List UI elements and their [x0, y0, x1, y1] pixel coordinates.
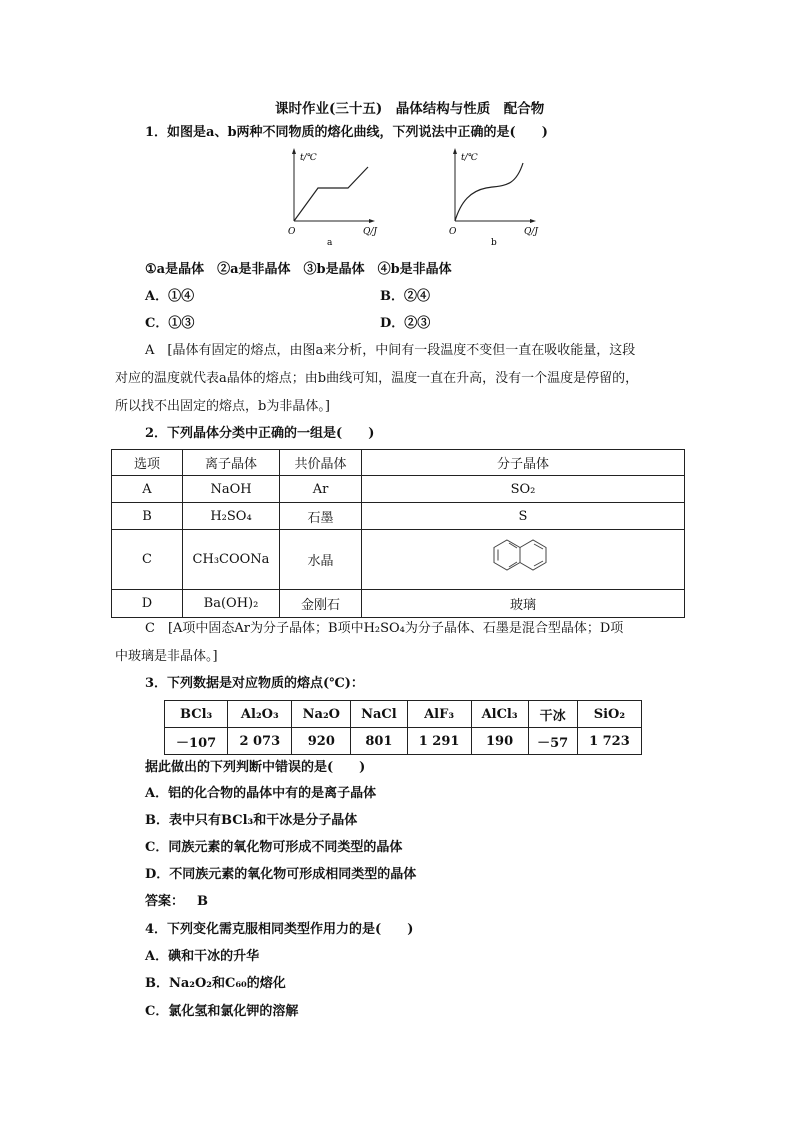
q3-stem: 3．下列数据是对应物质的熔点(℃)： [145, 676, 364, 691]
value-nacl: 801 [351, 728, 407, 755]
graph-b-caption: b [491, 238, 497, 248]
graph-a-origin: O [288, 227, 296, 237]
q4-option-c: C．氯化氢和氯化钾的溶解 [145, 1004, 299, 1019]
header-ionic: 离子晶体 [183, 450, 280, 476]
table-row [112, 590, 685, 618]
q3-answer-label: 答案： [145, 894, 185, 909]
naphthalene-ring-right [520, 540, 546, 570]
q4-option-b: B．Na₂O₂和C₆₀的熔化 [145, 976, 286, 991]
q3-option-c: C．同族元素的氧化物可形成不同类型的晶体 [145, 840, 403, 855]
value-sio2: 1 723 [577, 728, 641, 755]
value-dry-ice: －57 [528, 728, 577, 755]
graph-a-curve [294, 167, 368, 221]
row-c-ionic: CH₃COONa [183, 530, 280, 590]
graph-a-xlabel: Q/J [363, 227, 378, 237]
row-a-option: A [112, 476, 183, 503]
q1-option-d: D．②③ [380, 316, 431, 331]
header-bcl3: BCl₃ [165, 701, 228, 728]
graph-b-ylabel: t/℃ [461, 153, 478, 163]
graph-a-ylabel: t/℃ [300, 153, 317, 163]
header-molecular: 分子晶体 [362, 450, 685, 476]
row-c-covalent: 水晶 [280, 530, 362, 590]
header-dry-ice: 干冰 [528, 701, 577, 728]
table-row [112, 530, 685, 590]
row-d-molecular: 玻璃 [362, 590, 685, 618]
graph-b-curve [455, 163, 523, 221]
graph-b-y-arrow [453, 148, 457, 154]
table-row [165, 728, 642, 755]
q1-answer-line-3: 所以找不出固定的熔点，b为非晶体。] [115, 399, 330, 414]
row-b-option: B [112, 503, 183, 530]
page-title: 课时作业(三十五) 晶体结构与性质 配合物 [275, 101, 545, 117]
header-al2o3: Al₂O₃ [228, 701, 292, 728]
row-b-covalent: 石墨 [280, 503, 362, 530]
q3-option-d: D．不同族元素的氧化物可形成相同类型的晶体 [145, 867, 417, 882]
q2-table [111, 449, 685, 618]
graph-b-origin: O [449, 227, 457, 237]
row-b-ionic: H₂SO₄ [183, 503, 280, 530]
value-bcl3: －107 [165, 728, 228, 755]
graph-b-xlabel: Q/J [524, 227, 539, 237]
q3-question: 据此做出的下列判断中错误的是( ) [145, 760, 366, 775]
table-header-row [112, 450, 685, 476]
header-nacl: NaCl [351, 701, 407, 728]
q1-option-b: B．②④ [380, 289, 430, 304]
table-row [112, 476, 685, 503]
naphthalene-structure [487, 533, 559, 587]
q1-option-c: C．①③ [145, 316, 195, 331]
row-a-molecular: SO₂ [362, 476, 685, 503]
graph-b-x-arrow [530, 219, 536, 223]
row-d-ionic: Ba(OH)₂ [183, 590, 280, 618]
graph-a-x-arrow [369, 219, 375, 223]
q3-option-a: A．铝的化合物的晶体中有的是离子晶体 [145, 786, 377, 801]
row-b-molecular: S [362, 503, 685, 530]
value-na2o: 920 [292, 728, 351, 755]
q3-option-b: B．表中只有BCl₃和干冰是分子晶体 [145, 813, 358, 828]
row-d-option: D [112, 590, 183, 618]
value-alcl3: 190 [471, 728, 528, 755]
header-covalent: 共价晶体 [280, 450, 362, 476]
melting-curve-b [441, 145, 551, 250]
header-alcl3: AlCl₃ [471, 701, 528, 728]
q4-stem: 4．下列变化需克服相同类型作用力的是( ) [145, 922, 414, 937]
q1-stem: 1．如图是a、b两种不同物质的熔化曲线，下列说法中正确的是( ) [145, 125, 548, 140]
q2-answer-line-1: C [A项中固态Ar为分子晶体；B项中H₂SO₄为分子晶体、石墨是混合型晶体；D项 [145, 621, 624, 636]
q2-stem: 2．下列晶体分类中正确的一组是( ) [145, 426, 375, 441]
q3-table [164, 700, 642, 755]
row-c-molecular [362, 530, 685, 590]
q3-answer: B [197, 894, 208, 909]
graph-a-caption: a [327, 238, 333, 248]
row-a-ionic: NaOH [183, 476, 280, 503]
table-header-row [165, 701, 642, 728]
row-c-option: C [112, 530, 183, 590]
melting-curve-a [280, 145, 390, 250]
row-d-covalent: 金刚石 [280, 590, 362, 618]
header-alf3: AlF₃ [407, 701, 471, 728]
header-na2o: Na₂O [292, 701, 351, 728]
q1-option-a: A．①④ [145, 289, 195, 304]
row-a-covalent: Ar [280, 476, 362, 503]
q1-answer-line-1: A [晶体有固定的熔点，由图a来分析，中间有一段温度不变但一直在吸收能量，这段 [145, 343, 636, 358]
q2-answer-line-2: 中玻璃是非晶体。] [115, 649, 218, 664]
value-alf3: 1 291 [407, 728, 471, 755]
q1-answer-line-2: 对应的温度就代表a晶体的熔点；由b曲线可知，温度一直在升高，没有一个温度是停留的， [115, 371, 639, 386]
table-row [112, 503, 685, 530]
q4-option-a: A．碘和干冰的升华 [145, 949, 260, 964]
header-option: 选项 [112, 450, 183, 476]
header-sio2: SiO₂ [577, 701, 641, 728]
value-al2o3: 2 073 [228, 728, 292, 755]
q1-statements: ①a是晶体 ②a是非晶体 ③b是晶体 ④b是非晶体 [145, 262, 452, 277]
graph-a-y-arrow [292, 148, 296, 154]
